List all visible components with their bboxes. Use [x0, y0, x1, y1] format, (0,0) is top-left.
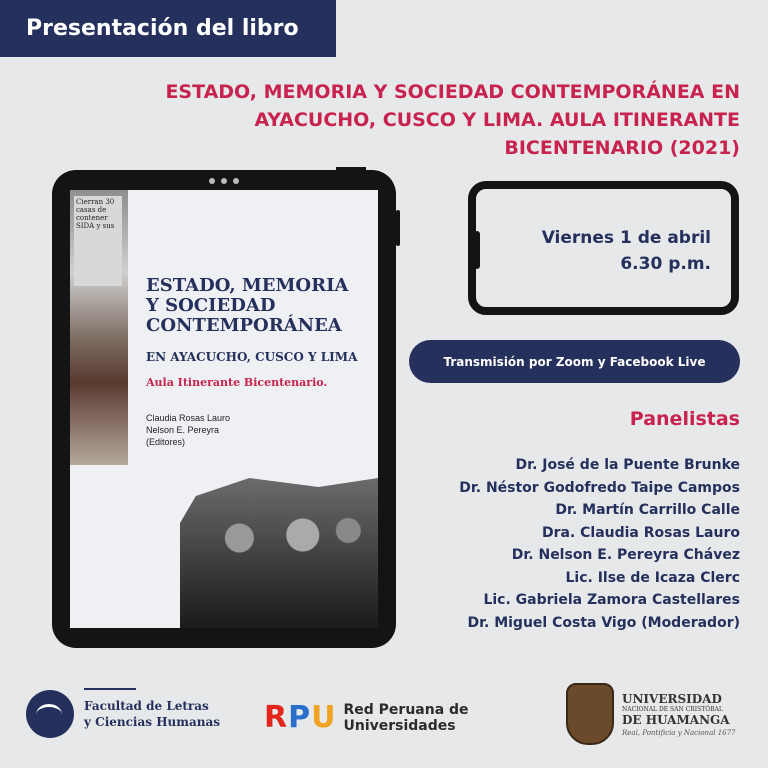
cover-collage: [70, 190, 128, 465]
panelist-item: Dr. Nelson E. Pereyra Chávez: [511, 547, 740, 563]
cover-newspaper: Cierran 30 casas de contener SIDA y sus: [74, 196, 122, 286]
rpu-logo: [264, 700, 469, 735]
rpu-letter-u: U: [311, 700, 336, 735]
panel-heading: Panelistas: [629, 408, 740, 430]
phone-notch: [474, 231, 480, 269]
university-crest-icon: [566, 683, 614, 745]
panelist-item: Dr. Néstor Godofredo Taipe Campos: [459, 479, 740, 496]
rpu-letter-r: R: [264, 700, 288, 735]
panelist-item: Dra. Claudia Rosas Lauro: [541, 524, 740, 541]
cover-editors: Claudia Rosas Lauro Nelson E. Pereyra (Editores): [146, 413, 231, 447]
rpu-letter-p: P: [288, 700, 311, 735]
tablet-camera: [209, 178, 239, 184]
book-title: ESTADO, MEMORIA Y SOCIEDAD CONTEMPORÁNEA EN AYACUCHO, CUSCO Y LIMA. AULA ITINERANTE BICENTENARIO (2021): [165, 81, 740, 159]
faculty-name: Facultad de Letras y Ciencias Humanas: [84, 699, 220, 729]
cover-photo: [180, 478, 378, 628]
event-date: Viernes 1 de abril 6.30 p.m.: [541, 228, 711, 274]
stream-badge: Transmisión por Zoom y Facebook Live: [409, 340, 740, 383]
phone-mockup: [468, 181, 739, 315]
tablet-top-button: [336, 167, 366, 170]
ship-emblem-icon: [26, 690, 74, 738]
tablet-side-button: [396, 210, 400, 246]
faculty-divider: [84, 688, 136, 690]
panelist-item: Dr. Martín Carrillo Calle: [555, 502, 740, 518]
unsch-name: UNIVERSIDAD: [622, 691, 722, 706]
header-tag: Presentación del libro: [0, 0, 336, 57]
rpu-mark: [264, 700, 335, 735]
unsch-small: NACIONAL DE SAN CRISTÓBAL: [622, 705, 723, 713]
tablet-mockup: [52, 170, 396, 648]
panelist-item: Lic. Ilse de Icaza Clerc: [565, 569, 740, 586]
unsch-city: DE HUAMANGA: [622, 712, 730, 727]
panelist-item: Dr. Miguel Costa Vigo (Moderador): [467, 614, 740, 631]
faculty-logo: [26, 690, 220, 738]
cover-subtitle: EN AYACUCHO, CUSCO Y LIMA: [146, 350, 358, 364]
rpu-name: Red Peruana de Universidades: [343, 701, 469, 734]
panelist-item: Dr. José de la Puente Brunke: [515, 457, 740, 473]
unsch-logo: [566, 683, 736, 745]
panelist-item: Lic. Gabriela Zamora Castellares: [483, 592, 740, 608]
cover-aula: Aula Itinerante Bicentenario.: [146, 376, 328, 389]
unsch-motto: Real, Pontificia y Nacional 1677: [622, 728, 736, 737]
book-cover: [70, 190, 378, 628]
panelist-list: [400, 454, 740, 634]
cover-title: ESTADO, MEMORIA Y SOCIEDAD CONTEMPORÁNEA: [146, 275, 349, 336]
